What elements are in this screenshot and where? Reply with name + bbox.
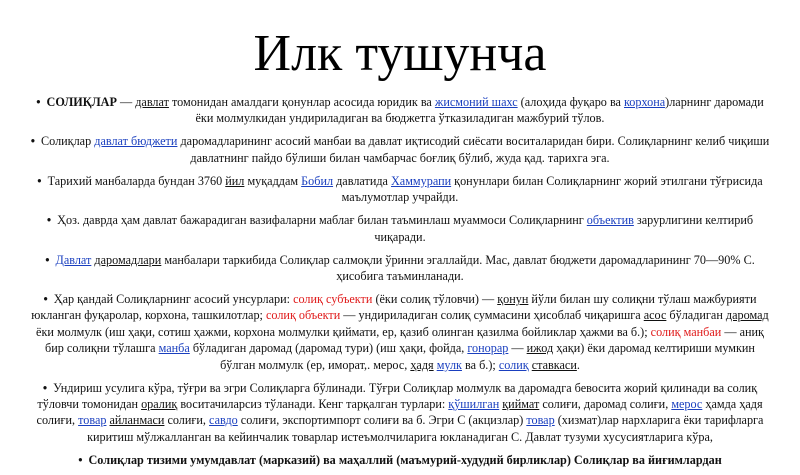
text-run: даромадлари bbox=[94, 252, 162, 267]
bullet-item bbox=[26, 212, 774, 245]
text-run: бўладиган bbox=[666, 308, 726, 323]
text-run: ва б.); bbox=[461, 357, 499, 372]
hyperlink[interactable]: Бобил bbox=[301, 173, 334, 188]
bullet-dot-icon: • bbox=[43, 292, 48, 307]
bullet-dot-icon: • bbox=[78, 452, 83, 467]
hyperlink[interactable]: жисмоний шахс bbox=[434, 95, 518, 109]
bullet-dot-icon: • bbox=[37, 173, 42, 188]
text-run: Солиқлар тизими умумдавлат (марказий) ва маҳаллий (маъмурий-худудий бирликлар) Солиқлар ва йиғимлардан bbox=[88, 452, 722, 467]
hyperlink[interactable]: гонорар bbox=[467, 341, 509, 356]
text-run: Ҳар қандай Солиқларнинг асосий унсурлари: bbox=[53, 292, 294, 307]
text-run: ижод bbox=[526, 341, 554, 356]
highlighted-term: солиқ объекти bbox=[266, 308, 341, 323]
text-run: даромадларининг асосий манбаи ва давлат иқтисодий сиёсати воситаларидан бири. Солиқларнинг келиб чиқиши давлатнинг пайдо бўлиши билан чамбарчас боғлиқ бўлиб, жуда қад. тарихга эга. bbox=[177, 134, 770, 165]
bullet-item bbox=[26, 380, 774, 446]
text-run: бўладиган даромад (даромад тури) (иш ҳақи, фойда, bbox=[189, 341, 468, 356]
bullet-dot-icon: • bbox=[45, 252, 50, 267]
text-run: ставкаси bbox=[531, 357, 577, 372]
hyperlink[interactable]: мулк bbox=[436, 357, 462, 372]
text-run: давлат bbox=[135, 95, 169, 109]
text-run: зарурлигини келтириб чиқаради. bbox=[374, 213, 754, 244]
bullet-item bbox=[26, 452, 774, 468]
bullet-item bbox=[26, 291, 774, 373]
text-run: — bbox=[116, 95, 136, 109]
text-run: (хизмат)лар нархларига ёки тарифларга киритиш мўлжалланган ва кейинчалик товарлар истеъмолчиларига юкланадиган С. Давлат тузуми хусусиятларига кўра, bbox=[87, 413, 764, 444]
text-run: )ларнинг даромади ёки молмулкидан ундириладиган ва бюджетга ўтказиладиган мажбурий тўлов. bbox=[195, 95, 764, 126]
hyperlink[interactable]: солиқ bbox=[498, 357, 529, 372]
hyperlink[interactable]: корхона bbox=[624, 95, 666, 109]
text-run: Тарихий манбаларда бундан 3760 bbox=[47, 173, 226, 188]
bullet-dot-icon: • bbox=[42, 380, 48, 395]
text-run: айланмаси bbox=[109, 413, 165, 428]
text-run: манбалари таркибида Солиқлар салмоқли ўринни эгаллайди. Мас, давлат бюджети даромадларининг 70—90% С. ҳисобига таъминланади. bbox=[161, 252, 755, 284]
text-run: қиймат bbox=[502, 397, 540, 412]
text-run: солиғи, экспортимпорт солиғи ва б. Эгри С (акцизлар) bbox=[237, 413, 527, 428]
text-run: (алоҳида фуқаро ва bbox=[517, 95, 624, 109]
hyperlink[interactable]: мерос bbox=[671, 397, 703, 412]
hyperlink[interactable]: Давлат bbox=[55, 252, 92, 267]
highlighted-term: солиқ субъекти bbox=[293, 292, 373, 307]
hyperlink[interactable]: манба bbox=[158, 341, 190, 356]
text-run: томонидан амалдаги қонунлар асосида юридик ва bbox=[168, 95, 435, 109]
text-run: солиғи, bbox=[164, 413, 210, 428]
hyperlink[interactable]: савдо bbox=[209, 413, 238, 428]
hyperlink[interactable]: қўшилган bbox=[448, 397, 500, 412]
text-run: — ундириладиган солиқ суммасини ҳисоблаб чиқаришга bbox=[340, 308, 644, 323]
text-run: Ундириш усулига кўра, тўғри ва эгри Солиқларга бўлинади. Тўғри Солиқлар молмулк ва даромадга бевосита жорий қилинади ва солиқ тўловчи томонидан bbox=[37, 380, 758, 412]
hyperlink[interactable]: товар bbox=[526, 413, 555, 428]
text-run: ҳақи) ёки даромад келтириши мумкин бўлган молмулк (ер, иморат,. мерос, bbox=[220, 341, 755, 372]
text-run: Ҳоз. даврда ҳам давлат бажарадиган вазифаларни маблағ билан таъминлаш муаммоси Солиқларнинг bbox=[57, 213, 587, 228]
bullet-list bbox=[26, 94, 774, 475]
text-run: йўли билан шу солиқни тўлаш мажбурияти юкланган фуқаролар, корхона, ташкилотлар; bbox=[31, 292, 757, 323]
text-run: қонунлари билан Солиқларнинг жорий этилгани тўғрисида маълумотлар учрайди. bbox=[341, 173, 763, 205]
bullet-item bbox=[26, 173, 774, 206]
highlighted-term: солиқ манбаи bbox=[650, 324, 722, 339]
text-run: асос bbox=[643, 308, 667, 323]
text-run: воситачиларсиз тўланади. Кенг тарқалган турлари: bbox=[177, 397, 449, 412]
text-run: СОЛИҚЛАР bbox=[46, 95, 117, 109]
bullet-dot-icon: • bbox=[36, 95, 41, 109]
text-run: муқаддам bbox=[244, 173, 302, 188]
hyperlink[interactable]: Хаммурапи bbox=[391, 173, 452, 188]
text-run: ҳадя bbox=[410, 357, 434, 372]
text-run: — bbox=[508, 341, 527, 356]
text-run: ёки молмулк (иш ҳақи, сотиш ҳажми, корхона молмулки қиймати, ер, қазиб олинган қазилма бойликлар ҳажми ва б.); bbox=[36, 324, 651, 339]
text-run: Солиқлар bbox=[41, 134, 95, 149]
text-run: давлатида bbox=[333, 173, 391, 188]
bullet-item bbox=[26, 252, 774, 285]
slide-title: Илк тушунча bbox=[253, 25, 547, 82]
text-run: солиғи, даромад солиғи, bbox=[539, 397, 672, 412]
text-run: оралиқ bbox=[141, 397, 178, 412]
hyperlink[interactable]: объектив bbox=[586, 213, 634, 228]
text-run: ҳамда ҳадя солиғи, bbox=[36, 397, 763, 428]
hyperlink[interactable]: давлат бюджети bbox=[94, 134, 178, 149]
bullet-dot-icon: • bbox=[30, 134, 36, 149]
hyperlink[interactable]: товар bbox=[78, 413, 107, 428]
text-run: . bbox=[576, 357, 580, 372]
bullet-dot-icon: • bbox=[46, 213, 52, 228]
text-run: (ёки солиқ тўловчи) — bbox=[372, 292, 498, 307]
bullet-item bbox=[26, 133, 774, 166]
text-run: қонун bbox=[497, 292, 529, 307]
text-run: даромад bbox=[725, 308, 769, 323]
text-run: — аниқ бир солиқни тўлашга bbox=[45, 324, 764, 356]
text-run: йил bbox=[225, 173, 245, 188]
bullet-item bbox=[26, 94, 774, 127]
